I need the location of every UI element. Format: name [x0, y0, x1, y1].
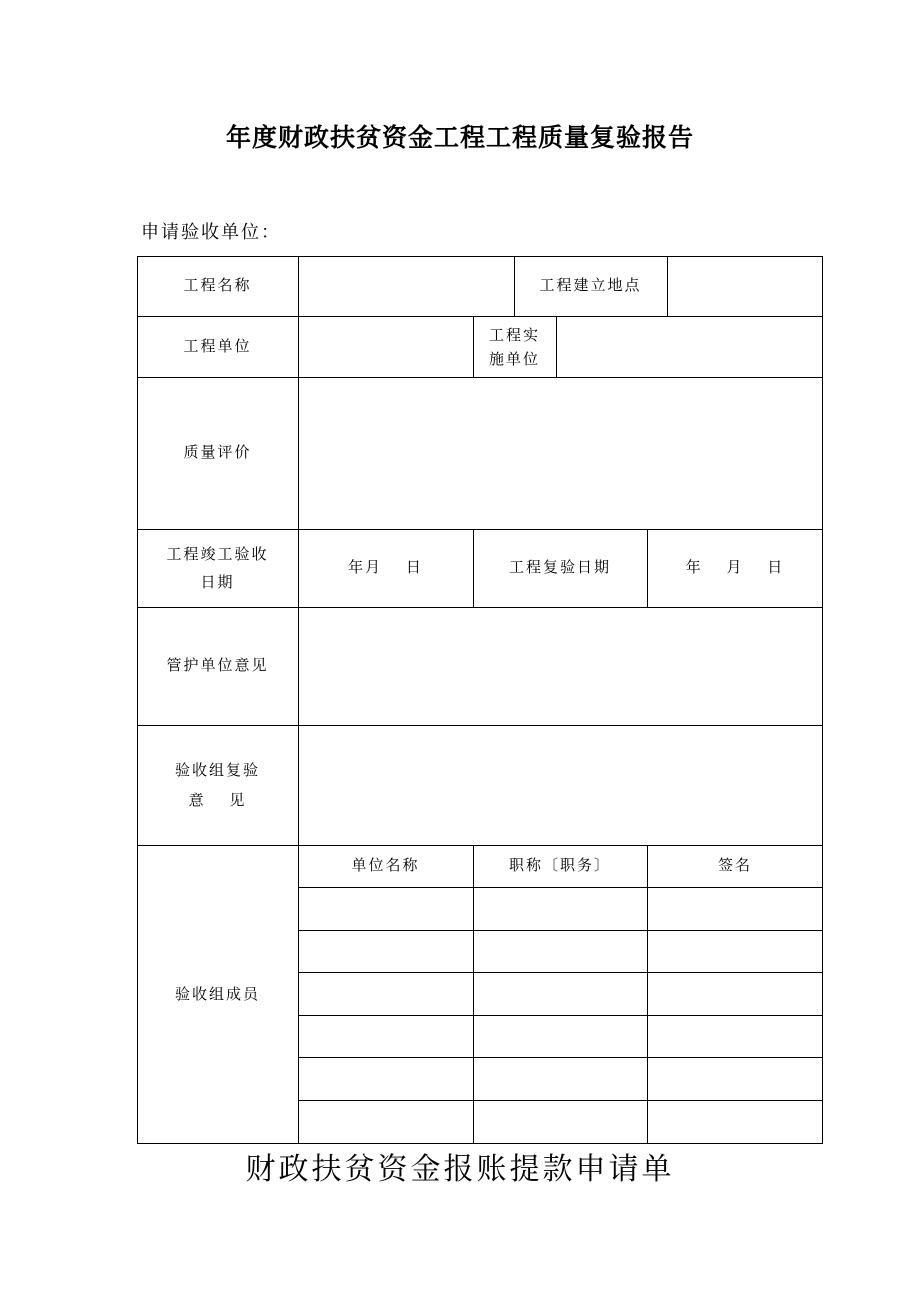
- member-signature-field[interactable]: [647, 930, 823, 972]
- member-title-field[interactable]: [473, 1015, 647, 1057]
- group-opinion-label: [137, 725, 298, 845]
- member-title-field[interactable]: [473, 930, 647, 972]
- member-unit-field[interactable]: [298, 1100, 473, 1144]
- project-name-label: 工程名称: [183, 276, 252, 295]
- member-title-field[interactable]: [473, 972, 647, 1015]
- group-opinion-label-line1: 验收组复验: [174, 761, 260, 779]
- maintenance-opinion-field[interactable]: [298, 607, 823, 725]
- member-unit-field[interactable]: [298, 887, 473, 930]
- quality-eval-label: 质量评价: [183, 443, 252, 462]
- group-opinion-label-line2: 意 见: [188, 791, 247, 809]
- implement-unit-label-line2: 施单位: [488, 349, 540, 368]
- member-unit-field[interactable]: [298, 1015, 473, 1057]
- inspection-form: [137, 256, 823, 1144]
- implement-unit-label-line1: 工程实: [488, 325, 540, 344]
- members-label: 验收组成员: [174, 984, 260, 1003]
- completion-date-field[interactable]: 年月 日: [348, 558, 423, 577]
- project-unit-field[interactable]: [298, 316, 473, 377]
- member-signature-field[interactable]: [647, 1015, 823, 1057]
- completion-date-label: [137, 529, 298, 607]
- member-title-field[interactable]: [473, 887, 647, 930]
- implement-unit-field[interactable]: [556, 316, 823, 377]
- maintenance-opinion-label: 管护单位意见: [166, 656, 269, 675]
- member-title-field[interactable]: [473, 1100, 647, 1144]
- completion-date-label-line1: 工程竣工验收: [166, 544, 269, 563]
- next-document-title: 财政扶贫资金报账提款申请单: [245, 1152, 675, 1187]
- group-opinion-field[interactable]: [298, 725, 823, 845]
- member-signature-field[interactable]: [647, 887, 823, 930]
- document-title: 年度财政扶贫资金工程工程质量复验报告: [225, 123, 694, 152]
- completion-date-label-line2: 日期: [200, 573, 235, 591]
- member-signature-field[interactable]: [647, 1100, 823, 1144]
- member-signature-field[interactable]: [647, 1057, 823, 1100]
- quality-eval-field[interactable]: [298, 377, 823, 529]
- member-unit-field[interactable]: [298, 972, 473, 1015]
- members-header-unit: 单位名称: [351, 856, 420, 875]
- member-title-field[interactable]: [473, 1057, 647, 1100]
- recheck-date-field[interactable]: 年 月 日: [685, 558, 785, 577]
- members-header-title: 职称〔职务〕: [508, 856, 611, 875]
- members-header-signature: 签名: [717, 856, 752, 875]
- member-unit-field[interactable]: [298, 1057, 473, 1100]
- project-unit-label: 工程单位: [183, 336, 252, 355]
- applicant-label: 申请验收单位：: [141, 222, 281, 243]
- project-location-label: 工程建立地点: [539, 276, 642, 295]
- project-location-field[interactable]: [667, 256, 823, 316]
- recheck-date-label: 工程复验日期: [508, 558, 611, 577]
- project-name-field[interactable]: [298, 256, 514, 316]
- member-unit-field[interactable]: [298, 930, 473, 972]
- member-signature-field[interactable]: [647, 972, 823, 1015]
- implement-unit-label: [473, 316, 556, 377]
